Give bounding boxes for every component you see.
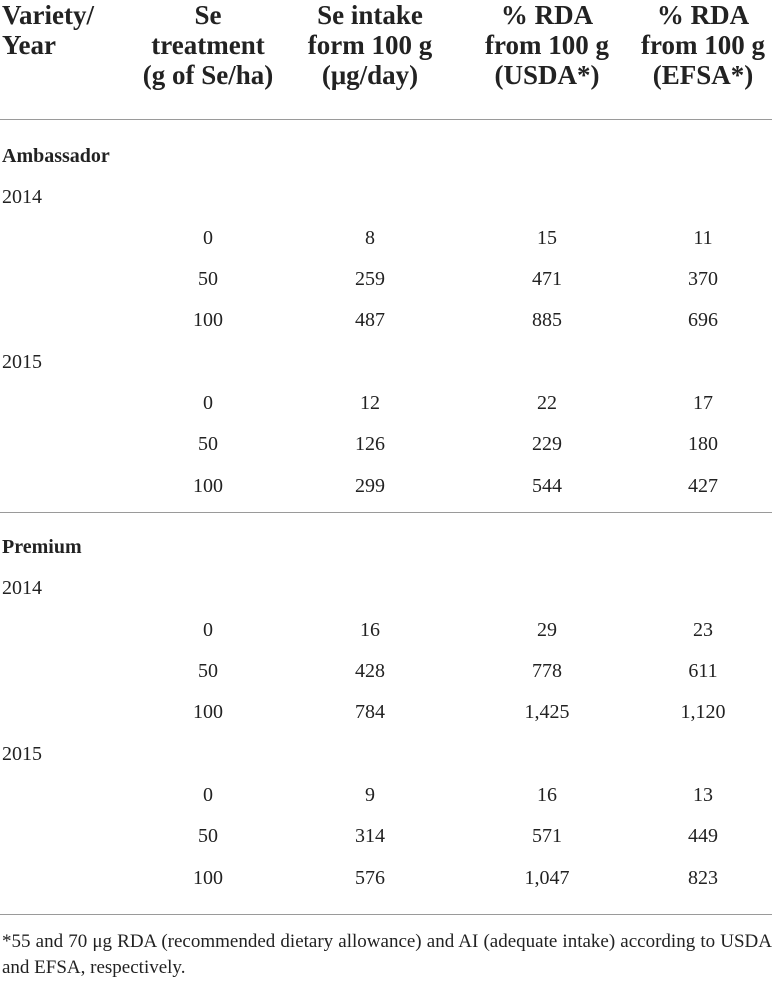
bottom-rule (0, 914, 772, 915)
cell-rda-efsa: 611 (688, 660, 718, 682)
group-rule (0, 512, 772, 513)
cell-rda-efsa: 17 (693, 392, 713, 414)
header-line: Variety/ (2, 0, 94, 30)
cell-se-treatment: 0 (203, 227, 213, 249)
year-row (0, 177, 772, 217)
table-row (0, 692, 772, 732)
table-row (0, 651, 772, 691)
cell-se-intake: 9 (365, 784, 375, 806)
table-row (0, 466, 772, 506)
cell-rda-usda: 15 (537, 227, 557, 249)
cell-rda-usda: 571 (532, 825, 562, 847)
header-rule (0, 119, 772, 120)
cell-rda-efsa: 696 (688, 309, 718, 331)
cell-se-treatment: 100 (193, 867, 223, 889)
cell-se-treatment: 50 (198, 268, 218, 290)
cell-se-treatment: 50 (198, 433, 218, 455)
header-rda-efsa (613, 0, 772, 90)
cell-se-treatment: 100 (193, 475, 223, 497)
header-line: Se (194, 0, 222, 30)
header-line: Se intake (317, 0, 423, 30)
variety-row (0, 136, 772, 176)
cell-rda-usda: 22 (537, 392, 557, 414)
table-row (0, 775, 772, 815)
header-line: from 100 g (485, 30, 609, 60)
table-header (0, 0, 772, 104)
cell-se-intake: 299 (355, 475, 385, 497)
cell-rda-usda: 544 (532, 475, 562, 497)
header-line: from 100 g (641, 30, 765, 60)
year-row (0, 734, 772, 774)
cell-se-intake: 16 (360, 619, 380, 641)
cell-rda-usda: 29 (537, 619, 557, 641)
cell-rda-efsa: 427 (688, 475, 718, 497)
cell-rda-efsa: 449 (688, 825, 718, 847)
year-label: 2014 (2, 186, 42, 208)
cell-se-intake: 428 (355, 660, 385, 682)
year-label: 2015 (2, 743, 42, 765)
header-line: (μg/day) (321, 60, 419, 90)
cell-se-treatment: 0 (203, 619, 213, 641)
cell-rda-efsa: 11 (693, 227, 713, 249)
header-se-treatment (118, 0, 298, 90)
cell-rda-usda: 778 (532, 660, 562, 682)
year-label: 2014 (2, 577, 42, 599)
cell-se-treatment: 100 (193, 309, 223, 331)
header-line: form 100 g (307, 30, 433, 60)
cell-rda-efsa: 13 (693, 784, 713, 806)
cell-rda-efsa: 370 (688, 268, 718, 290)
cell-se-intake: 259 (355, 268, 385, 290)
cell-se-treatment: 100 (193, 701, 223, 723)
header-variety-year (2, 0, 94, 60)
cell-rda-efsa: 823 (688, 867, 718, 889)
header-line: (g of Se/ha) (142, 60, 274, 90)
header-line: (USDA*) (494, 60, 600, 90)
table-row (0, 218, 772, 258)
cell-se-treatment: 0 (203, 784, 213, 806)
cell-rda-usda: 1,047 (524, 867, 570, 889)
cell-se-treatment: 50 (198, 660, 218, 682)
variety-row (0, 527, 772, 567)
table-row (0, 424, 772, 464)
table-row (0, 858, 772, 898)
cell-se-intake: 8 (365, 227, 375, 249)
cell-se-intake: 576 (355, 867, 385, 889)
cell-rda-usda: 16 (537, 784, 557, 806)
cell-se-treatment: 0 (203, 392, 213, 414)
variety-label: Premium (2, 536, 82, 558)
header-line: % RDA (656, 0, 750, 30)
table-row (0, 383, 772, 423)
cell-se-intake: 126 (355, 433, 385, 455)
cell-se-intake: 487 (355, 309, 385, 331)
header-line: (EFSA*) (652, 60, 754, 90)
table-footnote: *55 and 70 μg RDA (recommended dietary allowance) and AI (adequate intake) according to USDA and EFSA, respectively. (2, 931, 772, 978)
table-row (0, 816, 772, 856)
cell-rda-usda: 885 (532, 309, 562, 331)
table-row (0, 300, 772, 340)
cell-se-intake: 12 (360, 392, 380, 414)
cell-rda-usda: 471 (532, 268, 562, 290)
year-label: 2015 (2, 351, 42, 373)
cell-rda-efsa: 180 (688, 433, 718, 455)
cell-se-intake: 314 (355, 825, 385, 847)
header-rda-usda (457, 0, 637, 90)
header-line: treatment (151, 30, 265, 60)
year-row (0, 342, 772, 382)
table-row (0, 610, 772, 650)
variety-label: Ambassador (2, 145, 110, 167)
header-se-intake (280, 0, 460, 90)
cell-rda-efsa: 1,120 (680, 701, 726, 723)
table-row (0, 259, 772, 299)
header-line: % RDA (500, 0, 594, 30)
cell-se-intake: 784 (355, 701, 385, 723)
cell-rda-usda: 229 (532, 433, 562, 455)
cell-rda-usda: 1,425 (524, 701, 570, 723)
cell-rda-efsa: 23 (693, 619, 713, 641)
header-line: Year (2, 30, 56, 60)
year-row (0, 568, 772, 608)
cell-se-treatment: 50 (198, 825, 218, 847)
